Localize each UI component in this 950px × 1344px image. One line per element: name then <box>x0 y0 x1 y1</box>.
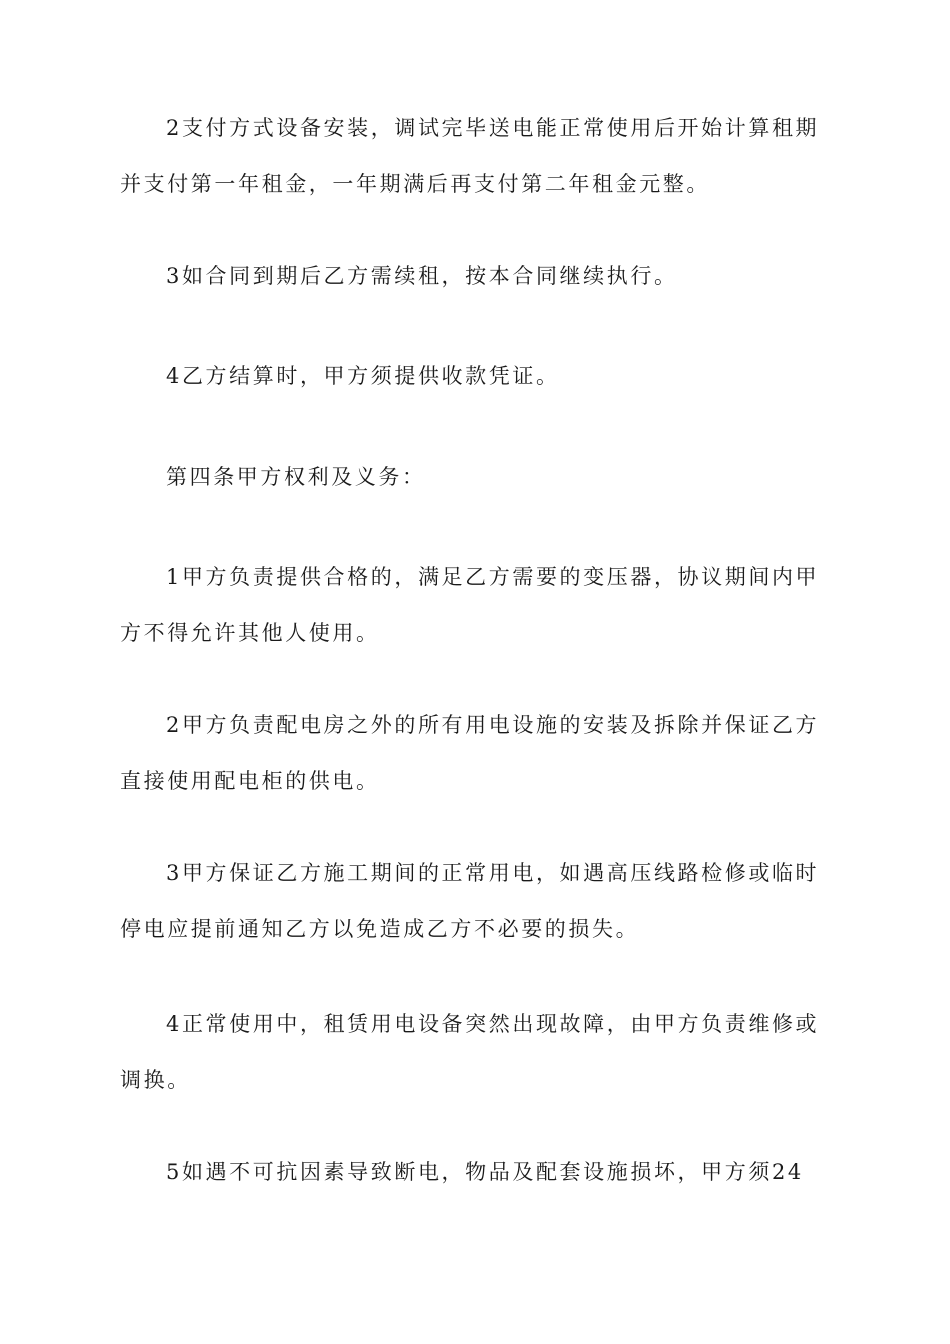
paragraph-force-majeure: 5如遇不可抗因素导致断电，物品及配套设施损坏，甲方须24 <box>166 1160 804 1184</box>
paragraph-receipt: 4乙方结算时，甲方须提供收款凭证。 <box>166 364 560 388</box>
paragraph-installation: 2甲方负责配电房之外的所有用电设施的安装及拆除并保证乙方直接使用配电柜的供电。 <box>120 713 820 793</box>
paragraph-power-guarantee: 3甲方保证乙方施工期间的正常用电，如遇高压线路检修或临时停电应提前通知乙方以免造成乙方不必要的损失。 <box>120 861 820 941</box>
paragraph-maintenance: 4正常使用中，租赁用电设备突然出现故障，由甲方负责维修或调换。 <box>120 1012 820 1092</box>
paragraph-transformer: 1甲方负责提供合格的，满足乙方需要的变压器，协议期间内甲方不得允许其他人使用。 <box>120 565 820 645</box>
paragraph-payment-method: 2支付方式设备安装，调试完毕送电能正常使用后开始计算租期并支付第一年租金，一年期满后再支付第二年租金元整。 <box>120 116 820 196</box>
section-heading-party-a-rights: 第四条甲方权利及义务： <box>166 465 426 489</box>
paragraph-renewal: 3如合同到期后乙方需续租，按本合同继续执行。 <box>166 264 678 288</box>
